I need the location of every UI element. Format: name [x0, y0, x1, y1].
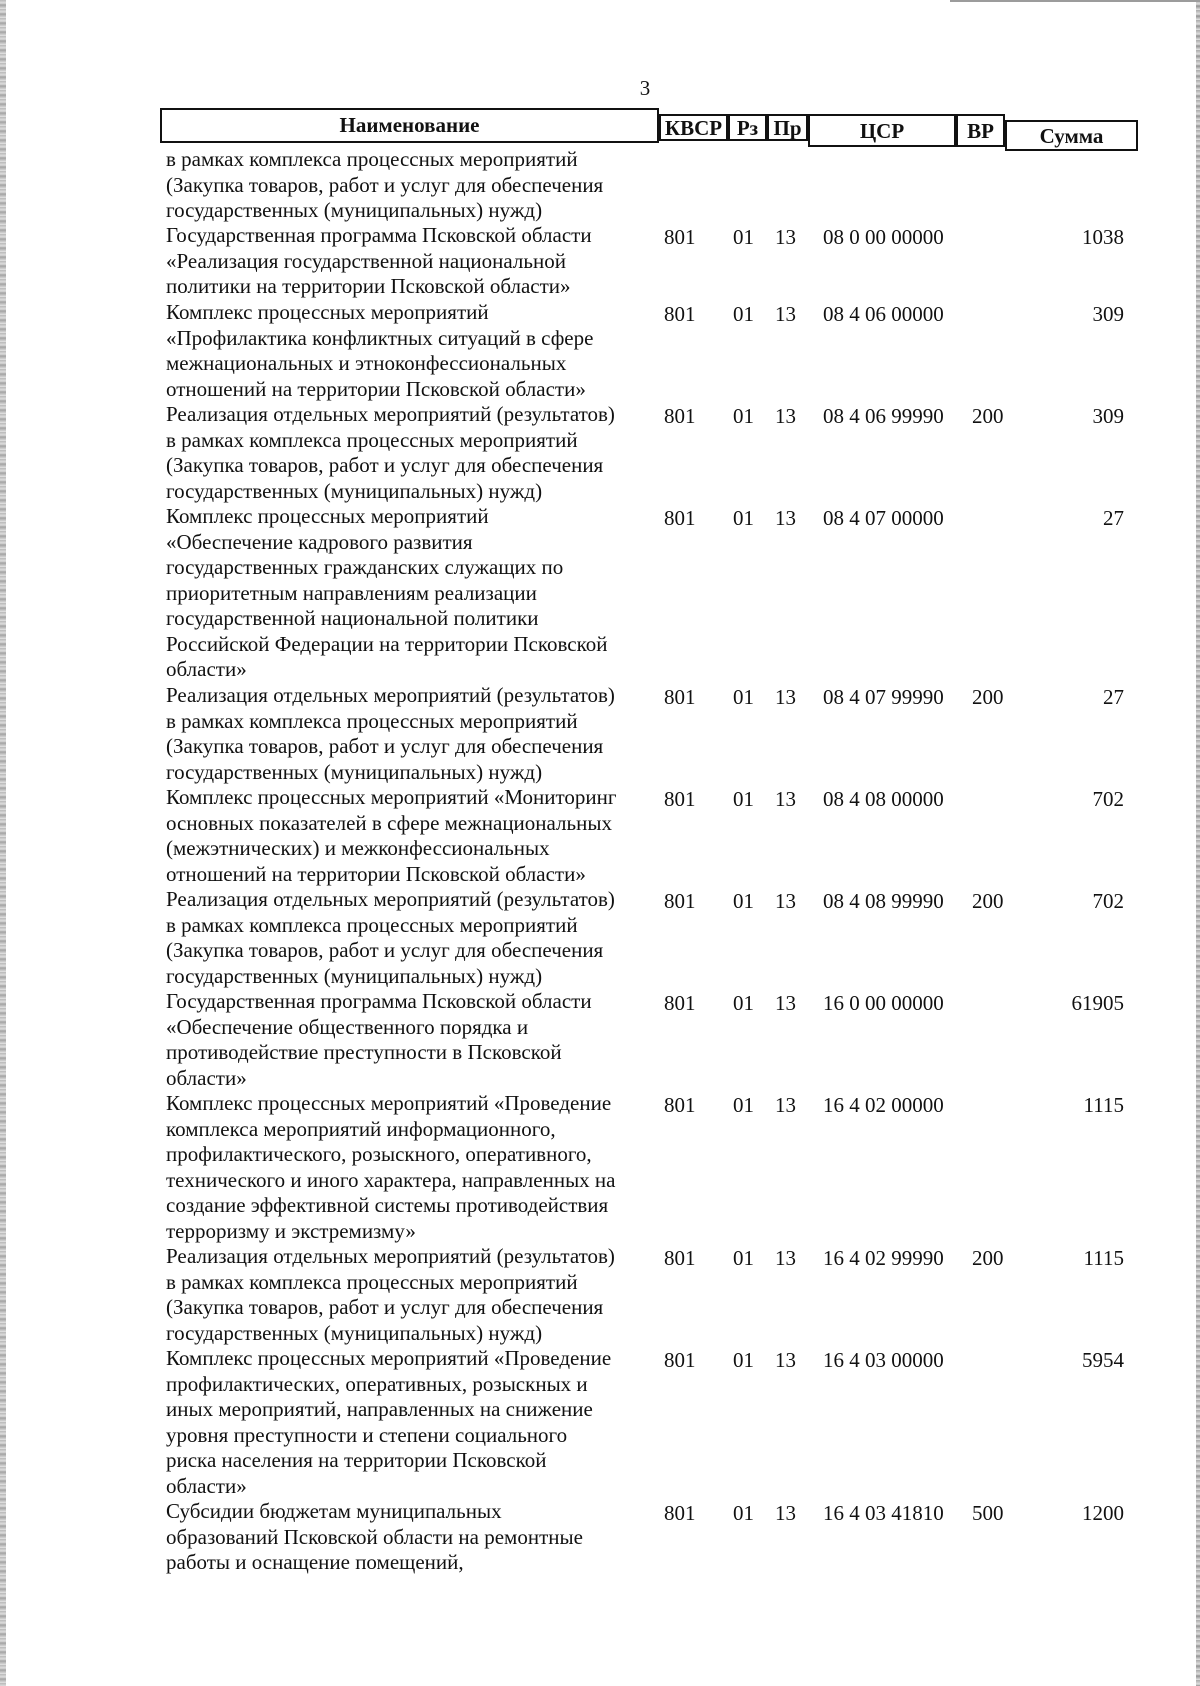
row-pr: 13	[775, 1246, 796, 1270]
row-sum: 309	[1092, 302, 1124, 326]
row-csr: 16 0 00 00000	[823, 991, 944, 1015]
row-kvsr: 801	[664, 1348, 696, 1372]
row-vr: 200	[972, 1246, 1004, 1270]
row-sum: 1115	[1083, 1093, 1124, 1117]
row-csr: 08 4 07 99990	[823, 685, 944, 709]
table-row	[0, 223, 1200, 300]
row-vr: 500	[972, 1501, 1004, 1525]
header-rz: Рз	[728, 114, 767, 141]
table-row	[0, 683, 1200, 785]
row-name: в рамках комплекса процессных мероприятий (Закупка товаров, работ и услуг для обеспечения государственных (муниципальных) нужд)	[166, 147, 604, 222]
row-pr: 13	[775, 1093, 796, 1117]
row-sum: 702	[1092, 889, 1124, 913]
row-pr: 13	[775, 225, 796, 249]
header-sum: Сумма	[1005, 120, 1138, 151]
row-pr: 13	[775, 889, 796, 913]
row-kvsr: 801	[664, 1246, 696, 1270]
row-name: Комплекс процессных мероприятий «Проведение профилактических, оперативных, розыскных и иных мероприятий, направленных на снижение уровня преступности и степени социального риска населения на территории Псковской области»	[166, 1346, 612, 1498]
row-name: Субсидии бюджетам муниципальных образований Псковской области на ремонтные работы и оснащение помещений,	[166, 1499, 583, 1574]
table-row	[0, 1091, 1200, 1244]
row-rz: 01	[733, 991, 754, 1015]
row-csr: 16 4 02 99990	[823, 1246, 944, 1270]
row-sum: 27	[1103, 685, 1124, 709]
row-sum: 1200	[1082, 1501, 1124, 1525]
page-number: 3	[639, 76, 651, 100]
row-csr: 16 4 02 00000	[823, 1093, 944, 1117]
row-sum: 5954	[1082, 1348, 1124, 1372]
row-kvsr: 801	[664, 1093, 696, 1117]
table-row	[0, 147, 1200, 223]
row-kvsr: 801	[664, 302, 696, 326]
row-rz: 01	[733, 1093, 754, 1117]
row-rz: 01	[733, 889, 754, 913]
row-kvsr: 801	[664, 1501, 696, 1525]
row-name: Комплекс процессных мероприятий «Проведение комплекса мероприятий информационного, профилактического, розыскного, оперативного, технического и иного характера, направленных на создание эффективной системы противодействия терроризму и экстремизму»	[166, 1091, 616, 1243]
row-name: Комплекс процессных мероприятий «Профилактика конфликтных ситуаций в сфере межнациональных и этноконфессиональных отношений на территории Псковской области»	[166, 300, 594, 401]
row-csr: 08 4 07 00000	[823, 506, 944, 530]
row-rz: 01	[733, 1501, 754, 1525]
row-name: Комплекс процессных мероприятий «Мониторинг основных показателей в сфере межнациональных (межэтнических) и межконфессиональных отношений на территории Псковской области»	[166, 785, 617, 886]
row-kvsr: 801	[664, 225, 696, 249]
row-kvsr: 801	[664, 991, 696, 1015]
scan-edge-top	[950, 0, 1200, 2]
header-kvsr: КВСР	[659, 114, 728, 141]
table-row	[0, 1499, 1200, 1579]
table-row	[0, 300, 1200, 402]
table-row	[0, 1346, 1200, 1499]
row-kvsr: 801	[664, 787, 696, 811]
table-row	[0, 785, 1200, 887]
row-kvsr: 801	[664, 404, 696, 428]
header-vr: ВР	[956, 114, 1005, 147]
row-sum: 1038	[1082, 225, 1124, 249]
row-name: Реализация отдельных мероприятий (результатов) в рамках комплекса процессных мероприятий (Закупка товаров, работ и услуг для обеспечения государственных (муниципальных) нужд)	[166, 1244, 615, 1345]
row-kvsr: 801	[664, 889, 696, 913]
table-row	[0, 1244, 1200, 1346]
row-pr: 13	[775, 685, 796, 709]
row-rz: 01	[733, 506, 754, 530]
row-rz: 01	[733, 1348, 754, 1372]
table-row	[0, 989, 1200, 1091]
row-sum: 61905	[1071, 991, 1124, 1015]
row-vr: 200	[972, 685, 1004, 709]
row-name: Реализация отдельных мероприятий (результатов) в рамках комплекса процессных мероприятий (Закупка товаров, работ и услуг для обеспечения государственных (муниципальных) нужд)	[166, 887, 615, 988]
row-csr: 16 4 03 00000	[823, 1348, 944, 1372]
row-rz: 01	[733, 1246, 754, 1270]
row-name: Реализация отдельных мероприятий (результатов) в рамках комплекса процессных мероприятий (Закупка товаров, работ и услуг для обеспечения государственных (муниципальных) нужд)	[166, 683, 615, 784]
table-row	[0, 887, 1200, 989]
table-row	[0, 504, 1200, 683]
row-pr: 13	[775, 302, 796, 326]
row-rz: 01	[733, 404, 754, 428]
row-kvsr: 801	[664, 506, 696, 530]
row-pr: 13	[775, 404, 796, 428]
row-pr: 13	[775, 1348, 796, 1372]
row-sum: 702	[1092, 787, 1124, 811]
row-sum: 309	[1092, 404, 1124, 428]
header-pr: Пр	[767, 114, 808, 141]
row-csr: 08 4 08 99990	[823, 889, 944, 913]
row-name: Государственная программа Псковской области «Обеспечение общественного порядка и противодействие преступности в Псковской области»	[166, 989, 592, 1090]
row-pr: 13	[775, 787, 796, 811]
row-csr: 16 4 03 41810	[823, 1501, 944, 1525]
row-rz: 01	[733, 302, 754, 326]
row-sum: 1115	[1083, 1246, 1124, 1270]
row-name: Реализация отдельных мероприятий (результатов) в рамках комплекса процессных мероприятий (Закупка товаров, работ и услуг для обеспечения государственных (муниципальных) нужд)	[166, 402, 615, 503]
row-rz: 01	[733, 787, 754, 811]
row-rz: 01	[733, 225, 754, 249]
table-header	[160, 108, 1138, 151]
row-csr: 08 4 08 00000	[823, 787, 944, 811]
row-vr: 200	[972, 889, 1004, 913]
table-body	[0, 147, 1200, 1579]
row-vr: 200	[972, 404, 1004, 428]
row-csr: 08 4 06 99990	[823, 404, 944, 428]
row-rz: 01	[733, 685, 754, 709]
row-csr: 08 4 06 00000	[823, 302, 944, 326]
header-csr: ЦСР	[808, 114, 956, 147]
header-name: Наименование	[160, 108, 659, 143]
row-pr: 13	[775, 506, 796, 530]
row-csr: 08 0 00 00000	[823, 225, 944, 249]
row-pr: 13	[775, 1501, 796, 1525]
row-sum: 27	[1103, 506, 1124, 530]
table-row	[0, 402, 1200, 504]
row-name: Комплекс процессных мероприятий «Обеспечение кадрового развития государственных гражданских служащих по приоритетным направлениям реализации государственной национальной политики Российской Федерации на территории Псковской области»	[166, 504, 608, 681]
row-kvsr: 801	[664, 685, 696, 709]
row-pr: 13	[775, 991, 796, 1015]
row-name: Государственная программа Псковской области «Реализация государственной национальной политики на территории Псковской области»	[166, 223, 592, 298]
